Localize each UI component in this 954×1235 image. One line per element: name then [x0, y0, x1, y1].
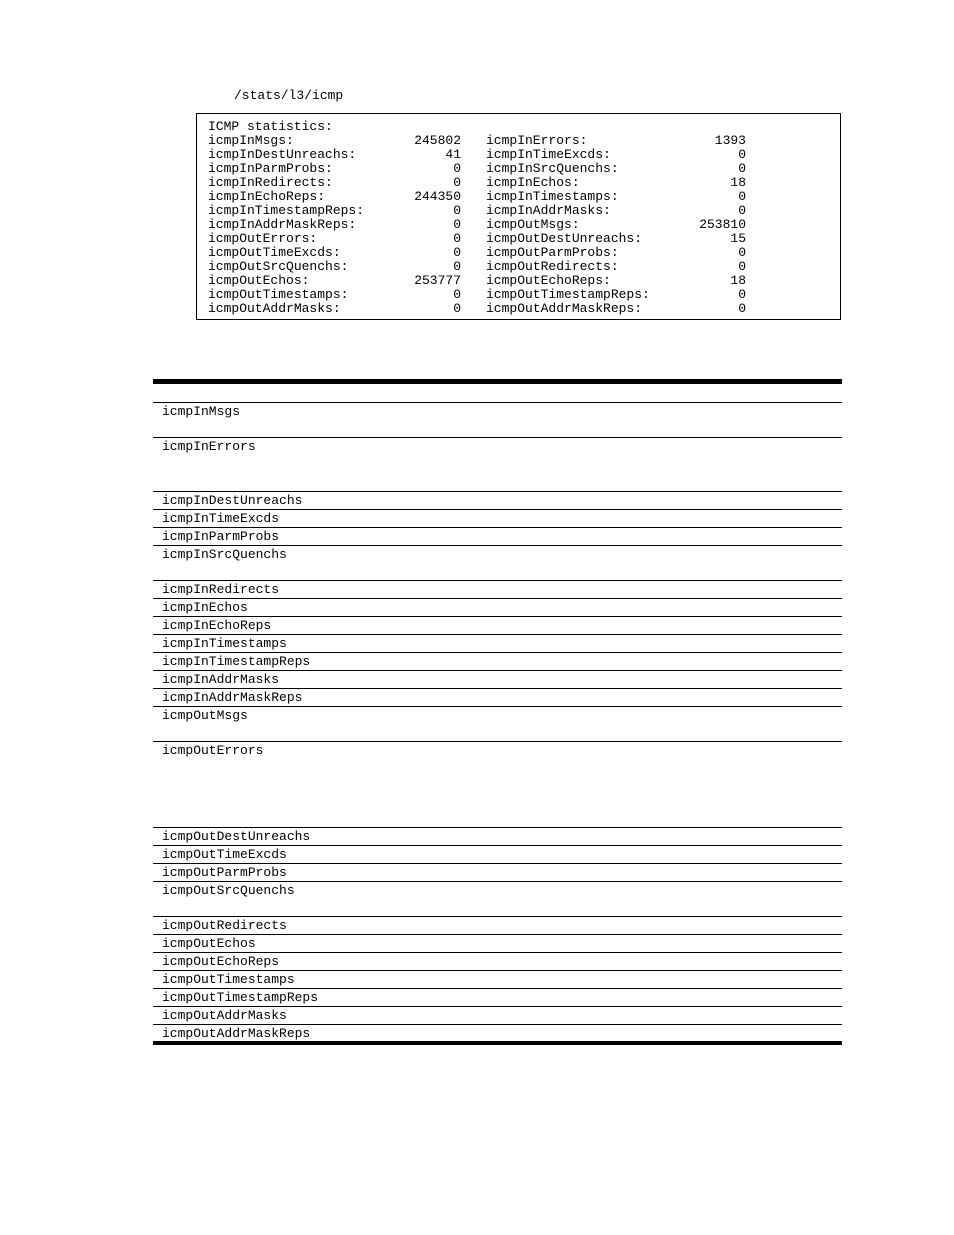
table-row — [153, 970, 842, 988]
command-line: /stats/l3/icmp — [234, 88, 344, 103]
stat-name: icmpOutTimestampReps: — [486, 287, 650, 302]
stat-row — [208, 190, 461, 204]
stat-value: 253810 — [699, 217, 746, 232]
stat-row — [486, 274, 746, 288]
table-row-term: icmpOutTimestampReps — [162, 990, 319, 1005]
stat-name: icmpOutSrcQuenchs: — [208, 259, 349, 274]
stat-row — [208, 288, 461, 302]
stat-name: icmpOutDestUnreachs: — [486, 231, 643, 246]
stat-name: icmpOutParmProbs: — [486, 245, 619, 260]
table-row-term: icmpOutAddrMaskReps — [162, 1026, 311, 1041]
stat-value: 0 — [738, 301, 746, 316]
stat-name: icmpOutMsgs: — [486, 217, 580, 232]
table-row-term: icmpInEchos — [162, 600, 248, 615]
stat-name: icmpOutEchoReps: — [486, 273, 611, 288]
table-row — [153, 402, 842, 437]
table-row — [153, 491, 842, 509]
stat-value: 18 — [730, 175, 746, 190]
stat-row — [486, 232, 746, 246]
table-row — [153, 741, 842, 827]
stat-name: icmpInEchos: — [486, 175, 580, 190]
table-row-term: icmpInAddrMaskReps — [162, 690, 303, 705]
stats-output-box — [196, 113, 841, 320]
stat-value: 18 — [730, 273, 746, 288]
stat-row — [208, 148, 461, 162]
table-row-term: icmpOutTimeExcds — [162, 847, 287, 862]
stat-value: 0 — [453, 161, 461, 176]
table-row — [153, 688, 842, 706]
stat-value: 0 — [738, 147, 746, 162]
stat-row — [486, 162, 746, 176]
stat-row — [208, 274, 461, 288]
table-row — [153, 652, 842, 670]
stat-value: 0 — [738, 287, 746, 302]
stat-row — [208, 176, 461, 190]
table-row-term: icmpInEchoReps — [162, 618, 272, 633]
stat-row — [208, 218, 461, 232]
table-row-term: icmpInErrors — [162, 439, 256, 454]
stat-value: 0 — [738, 161, 746, 176]
stat-name: icmpInEchoReps: — [208, 189, 326, 204]
stat-row — [208, 162, 461, 176]
stat-name: icmpOutAddrMasks: — [208, 301, 341, 316]
table-row — [153, 509, 842, 527]
table-row-term: icmpOutEchos — [162, 936, 256, 951]
stat-name: icmpOutEchos: — [208, 273, 310, 288]
stat-row — [486, 218, 746, 232]
table-row — [153, 1024, 842, 1041]
stat-value: 245802 — [414, 133, 461, 148]
stat-name: icmpInMsgs: — [208, 133, 294, 148]
stat-value: 0 — [453, 203, 461, 218]
table-row — [153, 845, 842, 863]
table-row — [153, 616, 842, 634]
table-row — [153, 881, 842, 916]
stat-row — [208, 232, 461, 246]
stat-value: 0 — [738, 259, 746, 274]
stat-row — [486, 148, 746, 162]
table-row — [153, 670, 842, 688]
stats-column-right — [486, 134, 746, 316]
stat-value: 0 — [738, 245, 746, 260]
table-row-term: icmpInTimestampReps — [162, 654, 311, 669]
table-row-term: icmpInMsgs — [162, 404, 241, 419]
stat-value: 41 — [445, 147, 461, 162]
stat-value: 15 — [730, 231, 746, 246]
table-row-term: icmpInDestUnreachs — [162, 493, 303, 508]
stat-value: 0 — [453, 245, 461, 260]
table-row-term: icmpInSrcQuenchs — [162, 547, 287, 562]
stat-name: icmpOutRedirects: — [486, 259, 619, 274]
table-row — [153, 988, 842, 1006]
table-row — [153, 916, 842, 934]
stat-name: icmpInTimestampReps: — [208, 203, 365, 218]
stat-value: 0 — [453, 287, 461, 302]
table-row-term: icmpInRedirects — [162, 582, 280, 597]
stat-row — [208, 134, 461, 148]
table-row — [153, 952, 842, 970]
table-row-term: icmpInParmProbs — [162, 529, 280, 544]
stat-name: icmpInParmProbs: — [208, 161, 333, 176]
stat-name: icmpInErrors: — [486, 133, 588, 148]
stat-name: icmpInAddrMaskReps: — [208, 217, 357, 232]
table-row-term: icmpOutRedirects — [162, 918, 287, 933]
stat-name: icmpOutErrors: — [208, 231, 318, 246]
stat-name: icmpOutAddrMaskReps: — [486, 301, 643, 316]
stat-row — [208, 260, 461, 274]
stat-value: 1393 — [714, 133, 746, 148]
table-row-term: icmpOutTimestamps — [162, 972, 295, 987]
stat-name: icmpOutTimeExcds: — [208, 245, 341, 260]
stat-row — [208, 302, 461, 316]
stat-value: 244350 — [414, 189, 461, 204]
stat-row — [486, 204, 746, 218]
table-row — [153, 437, 842, 491]
table-bottom-rule — [153, 1041, 842, 1045]
stat-name: icmpInTimeExcds: — [486, 147, 611, 162]
stat-row — [486, 190, 746, 204]
table-row-term: icmpOutEchoReps — [162, 954, 280, 969]
stat-row — [486, 260, 746, 274]
table-row-term: icmpOutSrcQuenchs — [162, 883, 295, 898]
table-row — [153, 1006, 842, 1024]
stat-row — [486, 176, 746, 190]
table-row-term: icmpOutDestUnreachs — [162, 829, 311, 844]
table-row-term: icmpOutMsgs — [162, 708, 248, 723]
table-row — [153, 827, 842, 845]
stat-value: 0 — [738, 203, 746, 218]
table-top-rule — [153, 379, 842, 384]
stat-name: icmpInDestUnreachs: — [208, 147, 357, 162]
stat-value: 0 — [453, 231, 461, 246]
stat-value: 0 — [453, 175, 461, 190]
table-row-term: icmpOutParmProbs — [162, 865, 287, 880]
table-row-term: icmpInTimeExcds — [162, 511, 280, 526]
table-row — [153, 580, 842, 598]
stat-row — [208, 246, 461, 260]
table-row-term: icmpOutErrors — [162, 743, 264, 758]
stats-column-left — [208, 134, 461, 316]
stat-value: 0 — [453, 217, 461, 232]
table-row — [153, 634, 842, 652]
stat-value: 0 — [453, 301, 461, 316]
table-row-term: icmpInAddrMasks — [162, 672, 280, 687]
stat-name: icmpInAddrMasks: — [486, 203, 611, 218]
stat-row — [486, 246, 746, 260]
description-table — [153, 379, 842, 1046]
table-row-term: icmpInTimestamps — [162, 636, 287, 651]
stat-value: 0 — [738, 189, 746, 204]
table-row — [153, 706, 842, 741]
stat-value: 253777 — [414, 273, 461, 288]
stat-name: icmpInTimestamps: — [486, 189, 619, 204]
stat-row — [486, 288, 746, 302]
table-row — [153, 863, 842, 881]
table-row — [153, 545, 842, 580]
stat-row — [486, 302, 746, 316]
stat-row — [208, 204, 461, 218]
stat-name: icmpOutTimestamps: — [208, 287, 349, 302]
stat-value: 0 — [453, 259, 461, 274]
table-row — [153, 934, 842, 952]
stat-row — [486, 134, 746, 148]
table-row — [153, 527, 842, 545]
stat-name: icmpInRedirects: — [208, 175, 333, 190]
table-row-term: icmpOutAddrMasks — [162, 1008, 287, 1023]
stat-name: icmpInSrcQuenchs: — [486, 161, 619, 176]
table-row — [153, 598, 842, 616]
stats-heading: ICMP statistics: — [208, 119, 333, 134]
